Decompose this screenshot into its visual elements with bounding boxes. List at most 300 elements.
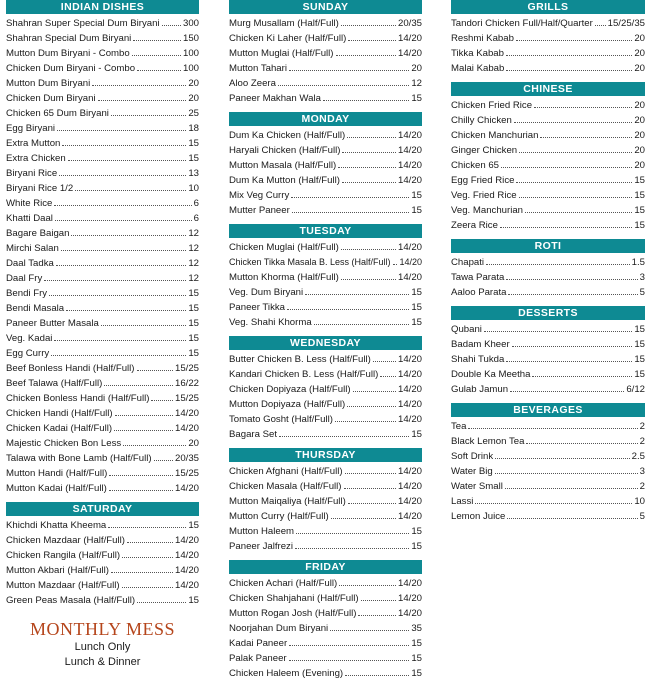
menu-item-name: Chicken Haleem (Evening) [229, 668, 344, 679]
menu-item-name: Soft Drink [451, 451, 494, 462]
menu-item-name: Shahran Special Dum Biryani [6, 33, 132, 44]
menu-item-name: Khatti Daal [6, 213, 53, 224]
section-header: FRIDAY [229, 560, 422, 574]
menu-item-price: 10 [188, 183, 199, 194]
menu-item-name: Palak Paneer [229, 653, 287, 664]
section-header: DESSERTS [451, 306, 645, 320]
menu-item-price: 15 [188, 595, 199, 606]
menu-item-price: 12 [188, 273, 199, 284]
menu-item-price: 14/20 [174, 483, 199, 494]
dot-leader [68, 160, 187, 161]
menu-item [6, 331, 199, 346]
menu-item-price: 14/20 [397, 608, 422, 619]
menu-section-roti [451, 239, 645, 300]
menu-item [229, 270, 422, 285]
menu-item [451, 143, 645, 158]
menu-item-name: Chicken Achari (Half/Full) [229, 578, 338, 589]
menu-item-name: Chapati [451, 257, 485, 268]
menu-item-price: 13 [188, 168, 199, 179]
dot-leader [54, 340, 186, 341]
menu-item-price: 15 [411, 526, 422, 537]
menu-item [6, 593, 199, 608]
dot-leader [154, 460, 173, 461]
section-header: SATURDAY [6, 502, 199, 516]
menu-item-price: 15 [411, 668, 422, 679]
menu-item-name: Biryani Rice [6, 168, 58, 179]
menu-item [451, 322, 645, 337]
menu-item [229, 188, 422, 203]
dot-leader [361, 600, 396, 601]
dot-leader [358, 615, 396, 616]
dot-leader [345, 473, 396, 474]
menu-item-price: 14/20 [397, 511, 422, 522]
dot-leader [526, 443, 637, 444]
dot-leader [51, 355, 186, 356]
dot-leader [114, 430, 173, 431]
menu-item-price: 15 [188, 333, 199, 344]
menu-item-price: 14/20 [174, 565, 199, 576]
menu-item-price: 14/20 [397, 175, 422, 186]
menu-item [229, 76, 422, 91]
menu-item-name: Chicken Kadai (Half/Full) [6, 423, 113, 434]
menu-item [229, 16, 422, 31]
menu-item-name: Bendi Masala [6, 303, 65, 314]
dot-leader [338, 167, 396, 168]
menu-item-price: 20 [634, 100, 645, 111]
dot-leader [56, 265, 187, 266]
dot-leader [98, 100, 187, 101]
menu-item-name: Qubani [451, 324, 482, 335]
menu-item-name: Haryali Chicken (Half/Full) [229, 145, 341, 156]
menu-item-name: Mutton Maiqaliya (Half/Full) [229, 496, 346, 507]
dot-leader [279, 436, 409, 437]
menu-item-price: 15 [411, 429, 422, 440]
menu-item [229, 300, 422, 315]
dot-leader [534, 107, 632, 108]
dot-leader [341, 25, 396, 26]
menu-item-name: Chicken Ki Laher (Half/Full) [229, 33, 347, 44]
menu-item [229, 479, 422, 494]
menu-item [6, 451, 199, 466]
menu-item-price: 18 [188, 123, 199, 134]
section-header: INDIAN DISHES [6, 0, 199, 14]
dot-leader [289, 645, 409, 646]
menu-item-name: Khichdi Khatta Kheema [6, 520, 107, 531]
menu-item-name: Egg Biryani [6, 123, 56, 134]
menu-item-name: Mutton Dopiyaza (Half/Full) [229, 399, 346, 410]
menu-item-price: 12 [411, 78, 422, 89]
dot-leader [516, 40, 632, 41]
menu-item [6, 421, 199, 436]
menu-item-name: Black Lemon Tea [451, 436, 525, 447]
menu-item-price: 14/20 [397, 130, 422, 141]
menu-item [229, 539, 422, 554]
dot-leader [505, 488, 638, 489]
menu-item-name: Gulab Jamun [451, 384, 509, 395]
dot-leader [92, 85, 186, 86]
menu-item-price: 15 [634, 190, 645, 201]
menu-item [6, 166, 199, 181]
menu-item-price: 20 [634, 33, 645, 44]
menu-item-name: Water Small [451, 481, 503, 492]
menu-item [6, 316, 199, 331]
menu-item-name: Chicken Manchurian [451, 130, 539, 141]
menu-item [6, 578, 199, 593]
menu-section-wednesday [229, 336, 422, 442]
dot-leader [519, 197, 633, 198]
menu-item-name: Bendi Fry [6, 288, 48, 299]
dot-leader [380, 376, 396, 377]
menu-section-thursday [229, 448, 422, 554]
menu-item-name: Veg. Manchurian [451, 205, 523, 216]
menu-item [229, 31, 422, 46]
menu-item-name: Kandari Chicken B. Less (Half/Full) [229, 369, 379, 380]
menu-item-name: Beef Talawa (Half/Full) [6, 378, 103, 389]
menu-item [451, 479, 645, 494]
menu-item-name: Daal Fry [6, 273, 43, 284]
menu-item-price: 15 [188, 348, 199, 359]
menu-item [451, 158, 645, 173]
menu-item [229, 367, 422, 382]
menu-item-price: 16/22 [174, 378, 199, 389]
dot-leader [127, 542, 173, 543]
menu-item-name: Egg Fried Rice [451, 175, 515, 186]
menu-item [451, 31, 645, 46]
menu-item-price: 100 [182, 63, 199, 74]
section-header: SUNDAY [229, 0, 422, 14]
menu-item [451, 98, 645, 113]
menu-item-price: 15 [411, 653, 422, 664]
dot-leader [278, 85, 409, 86]
dot-leader [44, 280, 186, 281]
menu-item-name: Veg. Fried Rice [451, 190, 517, 201]
menu-item-price: 15/25/35 [607, 18, 645, 29]
menu-item-name: Mutton Masala (Half/Full) [229, 160, 337, 171]
dot-leader [59, 175, 186, 176]
menu-item-name: Extra Chicken [6, 153, 66, 164]
menu-item [229, 143, 422, 158]
menu-item-name: Chicken Handi (Half/Full) [6, 408, 113, 419]
menu-item-price: 14/20 [397, 160, 422, 171]
menu-item-name: Veg. Dum Biryani [229, 287, 304, 298]
menu-item [229, 203, 422, 218]
menu-item [229, 412, 422, 427]
menu-item [451, 61, 645, 76]
menu-item-price: 20 [188, 78, 199, 89]
menu-item-name: Paneer Butter Masala [6, 318, 99, 329]
menu-item-price: 15 [188, 153, 199, 164]
dot-leader [348, 40, 396, 41]
dot-leader [101, 325, 187, 326]
menu-item [229, 509, 422, 524]
dot-leader [75, 190, 186, 191]
menu-item-price: 6 [193, 198, 199, 209]
menu-item [451, 494, 645, 509]
menu-item-name: Bagara Set [229, 429, 278, 440]
dot-leader [347, 137, 396, 138]
dot-leader [525, 212, 632, 213]
menu-item-price: 15 [411, 93, 422, 104]
menu-item-price: 20/35 [174, 453, 199, 464]
menu-section-friday [229, 560, 422, 681]
dot-leader [331, 518, 396, 519]
menu-item-name: Ginger Chicken [451, 145, 518, 156]
dot-leader [506, 279, 637, 280]
dot-leader [111, 115, 186, 116]
menu-item-name: Veg. Shahi Khorma [229, 317, 312, 328]
menu-item [229, 651, 422, 666]
menu-item [451, 285, 645, 300]
dot-leader [54, 205, 191, 206]
menu-item-name: Mutton Akbari (Half/Full) [6, 565, 109, 576]
menu-item [451, 270, 645, 285]
menu-item [451, 255, 645, 270]
menu-item [6, 136, 199, 151]
menu-item [451, 337, 645, 352]
menu-item-price: 14/20 [397, 33, 422, 44]
menu-item [451, 419, 645, 434]
menu-item-name: Mutton Mazdaar (Half/Full) [6, 580, 120, 591]
menu-item-name: Mutton Dum Biryani [6, 78, 91, 89]
dot-leader [108, 527, 186, 528]
dot-leader [353, 391, 396, 392]
menu-section-saturday [6, 502, 199, 608]
menu-item [451, 113, 645, 128]
dot-leader [323, 100, 409, 101]
menu-section-grills [451, 0, 645, 76]
menu-item [6, 211, 199, 226]
monthly-mess-block [6, 618, 199, 670]
monthly-mess-lunch-dinner: Lunch & Dinner [64, 656, 141, 668]
menu-item-name: Chicken Tikka Masala B. Less (Half/Full) [229, 257, 391, 267]
menu-item [229, 173, 422, 188]
dot-leader [595, 25, 606, 26]
menu-item-price: 14/20 [397, 369, 422, 380]
section-header: BEVERAGES [451, 403, 645, 417]
dot-leader [507, 518, 637, 519]
menu-item-price: 6 [193, 213, 199, 224]
menu-item-price: 15/25 [174, 363, 199, 374]
dot-leader [55, 220, 192, 221]
dot-leader [336, 55, 396, 56]
menu-item [451, 46, 645, 61]
menu-item-price: 14/20 [174, 408, 199, 419]
menu-item-price: 15 [188, 520, 199, 531]
menu-item [229, 315, 422, 330]
menu-item-name: Double Ka Meetha [451, 369, 531, 380]
menu-column-3 [451, 0, 645, 530]
menu-item [451, 128, 645, 143]
menu-item-price: 14/20 [397, 399, 422, 410]
dot-leader [512, 346, 633, 347]
menu-item [229, 427, 422, 442]
menu-item-name: Mutton Haleem [229, 526, 295, 537]
menu-item [451, 449, 645, 464]
menu-item [451, 367, 645, 382]
section-header: WEDNESDAY [229, 336, 422, 350]
menu-section-indian-dishes [6, 0, 199, 496]
menu-item [6, 548, 199, 563]
menu-item-price: 14/20 [397, 354, 422, 365]
dot-leader [341, 279, 396, 280]
menu-item-price: 15 [634, 354, 645, 365]
menu-item [229, 382, 422, 397]
dot-leader [373, 361, 396, 362]
dot-leader [506, 55, 632, 56]
menu-item-name: Mutton Curry (Half/Full) [229, 511, 329, 522]
menu-item [6, 61, 199, 76]
dot-leader [137, 602, 186, 603]
dot-leader [123, 445, 186, 446]
menu-item-name: Murg Musallam (Half/Full) [229, 18, 339, 29]
menu-item [451, 203, 645, 218]
menu-item-name: Chicken Dopiyaza (Half/Full) [229, 384, 351, 395]
menu-item [6, 481, 199, 496]
dot-leader [540, 137, 632, 138]
menu-item-name: Mutton Handi (Half/Full) [6, 468, 108, 479]
dot-leader [109, 490, 173, 491]
dot-leader [335, 421, 396, 422]
menu-item-price: 14/20 [174, 535, 199, 546]
menu-item-name: Paneer Tikka [229, 302, 285, 313]
dot-leader [295, 548, 409, 549]
menu-item-price: 15 [634, 220, 645, 231]
menu-section-desserts [451, 306, 645, 397]
menu-item-price: 15 [188, 303, 199, 314]
dot-leader [342, 182, 396, 183]
menu-item-price: 20 [634, 145, 645, 156]
dot-leader [484, 331, 632, 332]
dot-leader [495, 473, 638, 474]
menu-item [451, 188, 645, 203]
dot-leader [348, 503, 396, 504]
menu-item-name: Aloo Zeera [229, 78, 276, 89]
menu-item [6, 286, 199, 301]
menu-item [229, 606, 422, 621]
menu-item-price: 3 [639, 466, 645, 477]
menu-item [6, 31, 199, 46]
dot-leader [122, 587, 173, 588]
menu-item [229, 255, 422, 270]
menu-item [6, 181, 199, 196]
menu-item-price: 14/20 [397, 242, 422, 253]
menu-item-name: Chicken Fried Rice [451, 100, 533, 111]
dot-leader [289, 70, 409, 71]
menu-item-name: Lassi [451, 496, 474, 507]
menu-item [6, 256, 199, 271]
dot-leader [122, 557, 173, 558]
menu-item [6, 76, 199, 91]
menu-item-name: Tikka Kabab [451, 48, 504, 59]
dot-leader [500, 227, 632, 228]
dot-leader [162, 25, 181, 26]
dot-leader [393, 264, 398, 265]
menu-item-name: Kadai Paneer [229, 638, 288, 649]
menu-item-name: Tea [451, 421, 467, 432]
menu-item-price: 14/20 [397, 145, 422, 156]
menu-section-sunday [229, 0, 422, 106]
dot-leader [289, 660, 410, 661]
menu-item [6, 106, 199, 121]
menu-item-price: 15 [188, 288, 199, 299]
menu-item-name: Mutton Tahari [229, 63, 287, 74]
dot-leader [137, 370, 173, 371]
menu-item-price: 15 [411, 190, 422, 201]
menu-item-name: Noorjahan Dum Biryani [229, 623, 329, 634]
menu-item-price: 2.5 [631, 451, 645, 462]
menu-item [229, 285, 422, 300]
dot-leader [506, 70, 632, 71]
dot-leader [347, 406, 396, 407]
menu-item [451, 352, 645, 367]
dot-leader [516, 182, 632, 183]
menu-item [229, 621, 422, 636]
menu-item [451, 509, 645, 524]
menu-item [229, 397, 422, 412]
menu-item-price: 20 [188, 438, 199, 449]
menu-item-name: Mutton Khorma (Half/Full) [229, 272, 339, 283]
dot-leader [296, 533, 409, 534]
menu-item-price: 14/20 [397, 496, 422, 507]
dot-leader [62, 145, 186, 146]
menu-item-name: Tomato Gosht (Half/Full) [229, 414, 333, 425]
menu-item-price: 2 [639, 481, 645, 492]
menu-section-monday [229, 112, 422, 218]
menu-item [6, 466, 199, 481]
menu-item-name: Mix Veg Curry [229, 190, 290, 201]
dot-leader [314, 324, 410, 325]
menu-item-price: 35 [411, 623, 422, 634]
menu-item-price: 15 [634, 324, 645, 335]
menu-section-tuesday [229, 224, 422, 330]
menu-item [229, 576, 422, 591]
menu-item [6, 563, 199, 578]
menu-item-price: 15/25 [174, 393, 199, 404]
menu-item [6, 91, 199, 106]
menu-item-name: Water Big [451, 466, 493, 477]
menu-item [229, 240, 422, 255]
dot-leader [109, 475, 173, 476]
dot-leader [132, 55, 181, 56]
menu-item-price: 3 [639, 272, 645, 283]
menu-item-name: Chicken Muglai (Half/Full) [229, 242, 339, 253]
menu-item-price: 5 [639, 287, 645, 298]
menu-item [229, 46, 422, 61]
menu-item-price: 15 [634, 205, 645, 216]
menu-item-name: Tandori Chicken Full/Half/Quarter [451, 18, 593, 29]
dot-leader [151, 400, 173, 401]
menu-item [6, 271, 199, 286]
menu-section-chinese [451, 82, 645, 233]
menu-item [229, 352, 422, 367]
menu-item-name: Mutton Kadai (Half/Full) [6, 483, 107, 494]
dot-leader [519, 152, 632, 153]
dot-leader [495, 458, 630, 459]
menu-item-price: 2 [639, 436, 645, 447]
section-header: MONDAY [229, 112, 422, 126]
menu-item [6, 533, 199, 548]
dot-leader [342, 152, 396, 153]
menu-item-name: Butter Chicken B. Less (Half/Full) [229, 354, 371, 365]
menu-item-price: 20 [634, 63, 645, 74]
dot-leader [510, 391, 624, 392]
menu-item [6, 226, 199, 241]
dot-leader [468, 428, 637, 429]
menu-item-price: 20 [634, 115, 645, 126]
menu-section-beverages [451, 403, 645, 524]
section-header: THURSDAY [229, 448, 422, 462]
menu-item-price: 15 [411, 638, 422, 649]
